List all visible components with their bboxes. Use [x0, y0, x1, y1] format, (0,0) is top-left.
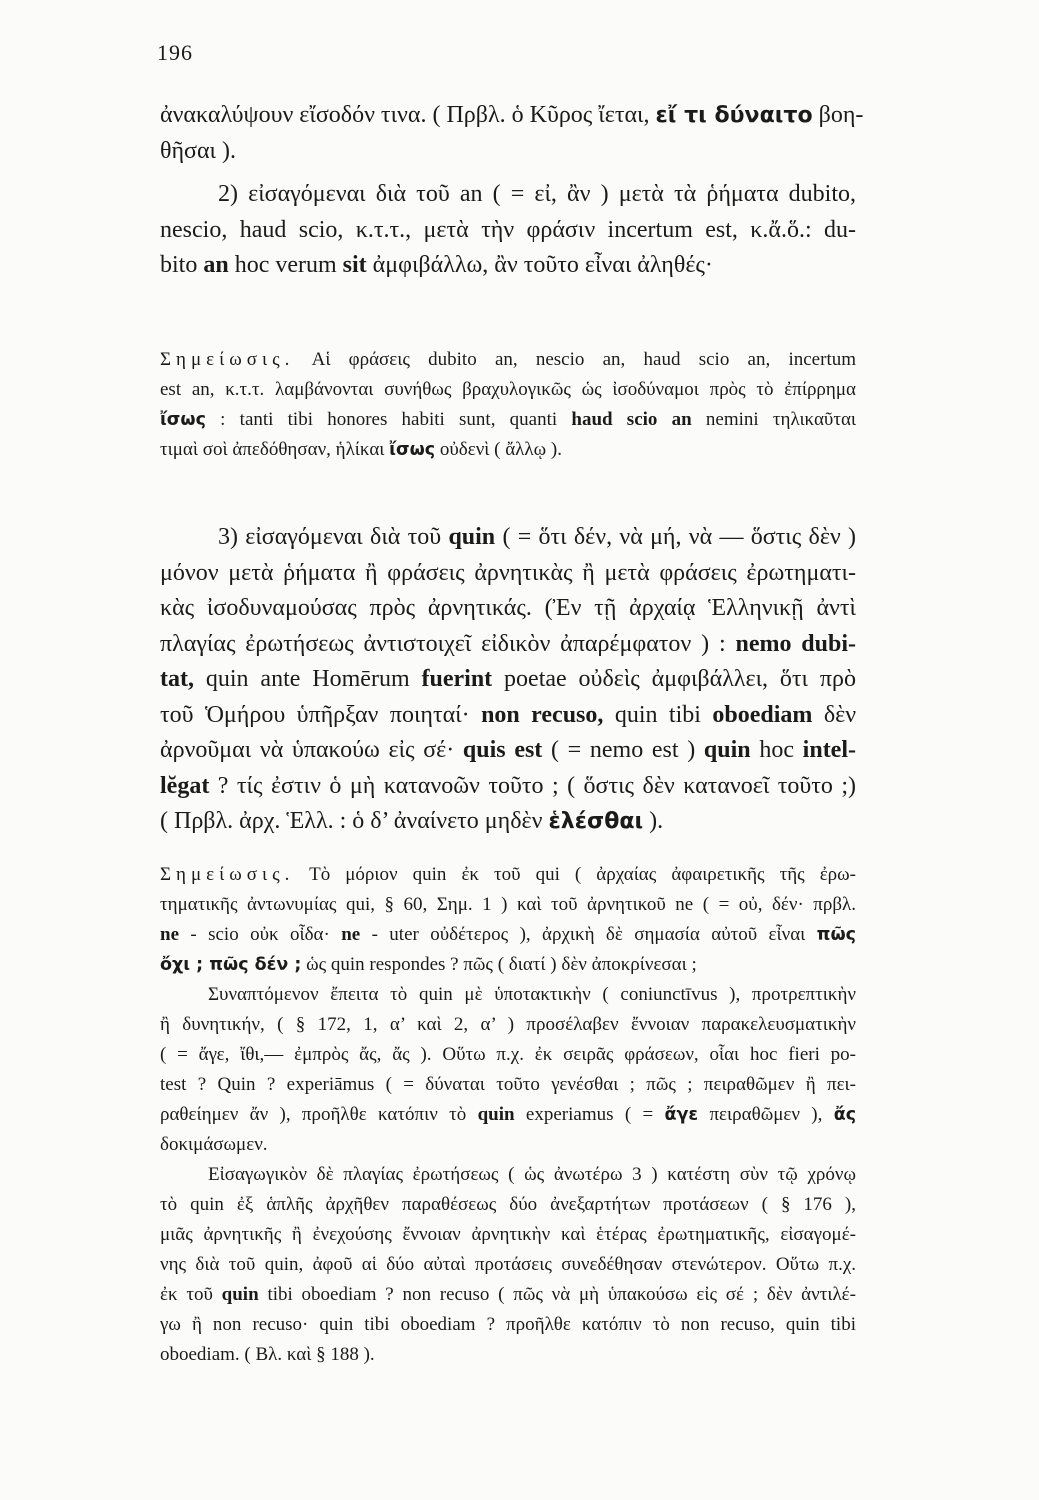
- text-line: bito an hoc verum sit ἀμφιβάλλω, ἂν τοῦτο εἶναι ἀληθές·: [160, 252, 713, 278]
- text-line: τιμαὶ σοὶ ἀπεδόθησαν, ἡλίκαι ἴσως οὐδενὶ ( ἄλλῳ ).: [160, 439, 562, 460]
- text-line: Σημείωσις. Αἱ φράσεις dubito an, nescio an, haud scio an, incertum: [160, 349, 856, 370]
- text-line: ( = ἄγε, ἴθι,— ἐμπρὸς ἄς, ἄς ). Οὕτω π.χ. ἐκ σειρᾶς φράσεων, οἷαι hoc fieri po-: [160, 1044, 856, 1065]
- text-line: ἴσως : tanti tibi honores habiti sunt, quanti haud scio an nemini τηλικαῦται: [160, 409, 857, 430]
- text-line: Σημείωσις. Τὸ μόριον quin ἐκ τοῦ qui ( ἀρχαίας ἀφαιρετικῆς τῆς ἐρω-: [160, 864, 856, 885]
- text-line: θῆσαι ).: [160, 137, 237, 164]
- text-line: ραθείημεν ἄν ), προῆλθε κατόπιν τὸ quin experiamus ( = ἄγε πειραθῶμεν ), ἄς: [160, 1104, 857, 1125]
- text-line: nescio, haud scio, κ.τ.τ., μετὰ τὴν φράσιν incertum est, κ.ἄ.ὅ.: du-: [160, 216, 856, 243]
- text-line: πλαγίας ἐρωτήσεως ἀντιστοιχεῖ εἰδικὸν ἀπαρέμφατον ) : nemo dubi-: [160, 630, 856, 657]
- note-2: [160, 860, 856, 1370]
- text-line: lĕgat ? τίς ἐστιν ὁ μὴ κατανοῶν τοῦτο ; ( ὅστις δὲν κατανοεῖ τοῦτο ;): [160, 772, 857, 799]
- text-line: 3) εἰσαγόμεναι διὰ τοῦ quin ( = ὅτι δέν, νὰ μή, νὰ — ὅστις δὲν ): [218, 524, 857, 550]
- text-line: Εἰσαγωγικὸν δὲ πλαγίας ἐρωτήσεως ( ὡς ἀνωτέρω 3 ) κατέστη σὺν τῷ χρόνῳ: [208, 1164, 856, 1185]
- text-line: ἢ δυνητικήν, ( § 172, 1, α’ καὶ 2, α’ ) προσέλαβεν ἔννοιαν παρακελευσματικὴν: [160, 1014, 856, 1035]
- text-line: μόνον μετὰ ῥήματα ἢ φράσεις ἀρνητικὰς ἢ μετὰ φράσεις ἐρωτηματι-: [160, 559, 856, 586]
- text-line: δοκιμάσωμεν.: [160, 1134, 268, 1155]
- text-line: 2) εἰσαγόμεναι διὰ τοῦ an ( = εἰ, ἂν ) μετὰ τὰ ῥήματα dubito,: [218, 181, 856, 207]
- text-line: τοῦ Ὁμήρου ὑπῆρξαν ποιηταί· non recuso, quin tibi oboediam δὲν: [160, 701, 857, 728]
- text-line: est an, κ.τ.τ. λαμβάνονται συνήθως βραχυλογικῶς ὡς ἰσοδύναμοι πρὸς τὸ ἐπίρρημα: [160, 379, 856, 400]
- section-3-block: [160, 520, 856, 840]
- text-line: test ? Quin ? experiāmus ( = δύναται τοῦτο γενέσθαι ; πῶς ; πειραθῶμεν ἢ πει-: [160, 1074, 856, 1095]
- text-line: τηματικῆς ἀντωνυμίας qui, § 60, Σημ. 1 ) καὶ τοῦ ἀρνητικοῦ ne ( = οὐ, δέν· πρβλ.: [160, 894, 856, 915]
- text-line: ne - scio οὐκ οἶδα· ne - uter οὐδέτερος ), ἀρχικὴ δὲ σημασία αὐτοῦ εἶναι πῶς: [160, 924, 857, 945]
- note-label: Σημείωσις.: [160, 864, 295, 885]
- text-line: ὄχι ; πῶς δέν ; ὡς quin respondes ? πῶς ( διατί ) δὲν ἀποκρίνεσαι ;: [160, 954, 697, 975]
- note-1: [160, 345, 856, 465]
- text-line: γω ἢ non recuso· quin tibi oboediam ? προῆλθε κατόπιν τὸ non recuso, quin tibi: [160, 1314, 856, 1335]
- text-line: tat, quin ante Homērum fuerint poetae οὐδεὶς ἀμφιβάλλει, ὅτι πρὸ: [160, 666, 856, 692]
- section-2-block: [160, 98, 864, 284]
- text-line: ἀρνοῦμαι νὰ ὑπακούω εἰς σέ· quis est ( = nemo est ) quin hoc intel-: [160, 737, 856, 763]
- page-number: 196: [157, 40, 193, 65]
- text-line: ἐκ τοῦ quin tibi oboediam ? non recuso ( πῶς νὰ μὴ ὑπακούσω εἰς σέ ; δὲν ἀντιλέ-: [160, 1284, 856, 1305]
- text-line: νης διὰ τοῦ quin, ἀφοῦ αἱ δύο αὐταὶ προτάσεις συνεδέθησαν στενώτερον. Οὕτω π.χ.: [160, 1254, 856, 1275]
- text-line: Συναπτόμενον ἔπειτα τὸ quin μὲ ὑποτακτικὴν ( coniunctīvus ), προτρεπτικὴν: [208, 984, 856, 1005]
- text-line: κὰς ἰσοδυναμούσας πρὸς ἀρνητικάς. (Ἐν τῇ ἀρχαίᾳ Ἑλληνικῇ ἀντὶ: [160, 595, 856, 621]
- text-line: ( Πρβλ. ἀρχ. Ἑλλ. : ὁ δ’ ἀναίνετο μηδὲν ἑλέσθαι ).: [160, 808, 664, 834]
- text-line: ἀνακαλύψουν εἴσοδόν τινα. ( Πρβλ. ὁ Κῦρος ἴεται, εἴ τι δύναιτο βοη-: [160, 102, 864, 128]
- text-line: μιᾶς ἀρνητικῆς ἢ ἐνεχούσης ἔννοιαν ἀρνητικὴν καὶ ἑτέρας ἐρωτηματικῆς, εἰσαγομέ-: [160, 1224, 856, 1245]
- text-line: τὸ quin ἐξ ἁπλῆς ἀρχῆθεν παραθέσεως δύο ἀνεξαρτήτων προτάσεων ( § 176 ),: [160, 1194, 856, 1215]
- text-line: oboediam. ( Βλ. καὶ § 188 ).: [160, 1344, 375, 1365]
- note-label: Σημείωσις.: [160, 349, 295, 370]
